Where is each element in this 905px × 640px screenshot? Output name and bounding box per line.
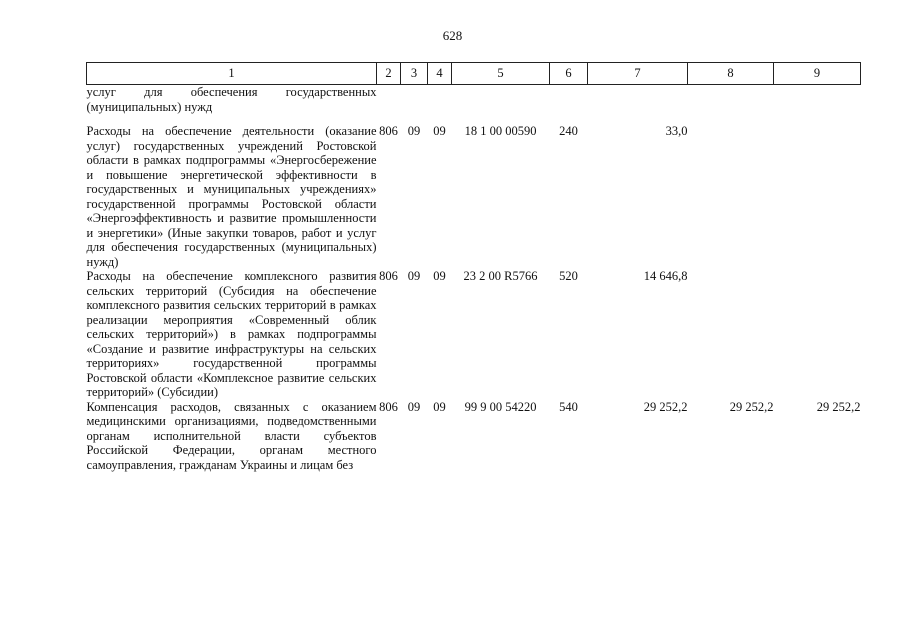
amount-year-1 [588, 85, 688, 125]
amount-year-2 [688, 269, 774, 400]
amount-year-1: 29 252,2 [643, 399, 688, 414]
amount-year-3 [774, 124, 861, 269]
row-description: услуг для обеспечения государственных (муниципальных) нужд [86, 85, 377, 114]
subsection-code: 09 [433, 124, 446, 138]
col-header-9: 9 [774, 63, 861, 85]
table-row [87, 269, 861, 400]
row-description: Расходы на обеспечение комплексного развития сельских территорий (Субсидия на обеспечение комплексного развития сельских территорий в рамках реализации мероприятия «Современный облик сельских территорий») в рамках подпрограммы «Создание и развитие инфраструктуры на сельских территориях» государственной программы Ростовской области «Комплексное развитие сельских территорий» (Субсидии) [86, 269, 377, 399]
ministry-code [377, 85, 401, 125]
amount-year-3 [774, 85, 861, 125]
col-header-4: 4 [428, 63, 452, 85]
col-header-7: 7 [588, 63, 688, 85]
section-code: 09 [407, 269, 421, 283]
col-header-2: 2 [377, 63, 401, 85]
col-header-5: 5 [452, 63, 550, 85]
target-article-code: 99 9 00 54220 [464, 399, 537, 414]
amount-year-1: 14 646,8 [643, 269, 688, 283]
col-header-3: 3 [401, 63, 428, 85]
amount-year-2 [688, 85, 774, 125]
ministry-code: 806 [379, 124, 398, 138]
target-article-code [452, 85, 550, 125]
budget-table [86, 62, 861, 472]
subsection-code [428, 85, 452, 125]
amount-year-3 [774, 269, 861, 400]
section-code [401, 85, 428, 125]
subsection-code: 09 [433, 399, 446, 414]
target-article-code: 18 1 00 00590 [464, 124, 537, 138]
target-article-code: 23 2 00 R5766 [463, 269, 538, 283]
row-description: Расходы на обеспечение деятельности (оказание услуг) государственных учреждений Ростовской области в рамках подпрограммы «Энергосбережение и повышение энергетической эффективности в государственных и муниципальных учреждениях» государственной программы Ростовской области «Энергоэффективность и развитие промышленности и энергетики» (Иные закупки товаров, работ и услуг для обеспечения государственных (муниципальных) нужд) [86, 124, 377, 269]
table-row [87, 85, 861, 125]
table-row [87, 124, 861, 269]
amount-year-2 [688, 124, 774, 269]
amount-year-2: 29 252,2 [729, 399, 774, 414]
col-header-6: 6 [550, 63, 588, 85]
expense-type-code [550, 85, 588, 125]
subsection-code: 09 [433, 269, 446, 283]
page-number: 628 [442, 28, 463, 43]
table-row [87, 400, 861, 473]
col-header-1: 1 [87, 63, 377, 85]
row-description: Компенсация расходов, связанных с оказанием медицинскими организациями, подведомственными органам исполнительной власти субъектов Российской Федерации, органам местного самоуправления, гражданам Украины и лицам без [86, 399, 377, 472]
section-code: 09 [407, 124, 421, 138]
expense-type-code: 520 [559, 269, 578, 283]
expense-type-code: 540 [559, 399, 578, 414]
col-header-8: 8 [688, 63, 774, 85]
amount-year-1: 33,0 [665, 124, 688, 138]
ministry-code: 806 [379, 269, 398, 283]
ministry-code: 806 [379, 399, 398, 414]
section-code: 09 [407, 399, 421, 414]
expense-type-code: 240 [559, 124, 578, 138]
column-number-row [87, 63, 861, 85]
amount-year-3: 29 252,2 [816, 399, 861, 414]
